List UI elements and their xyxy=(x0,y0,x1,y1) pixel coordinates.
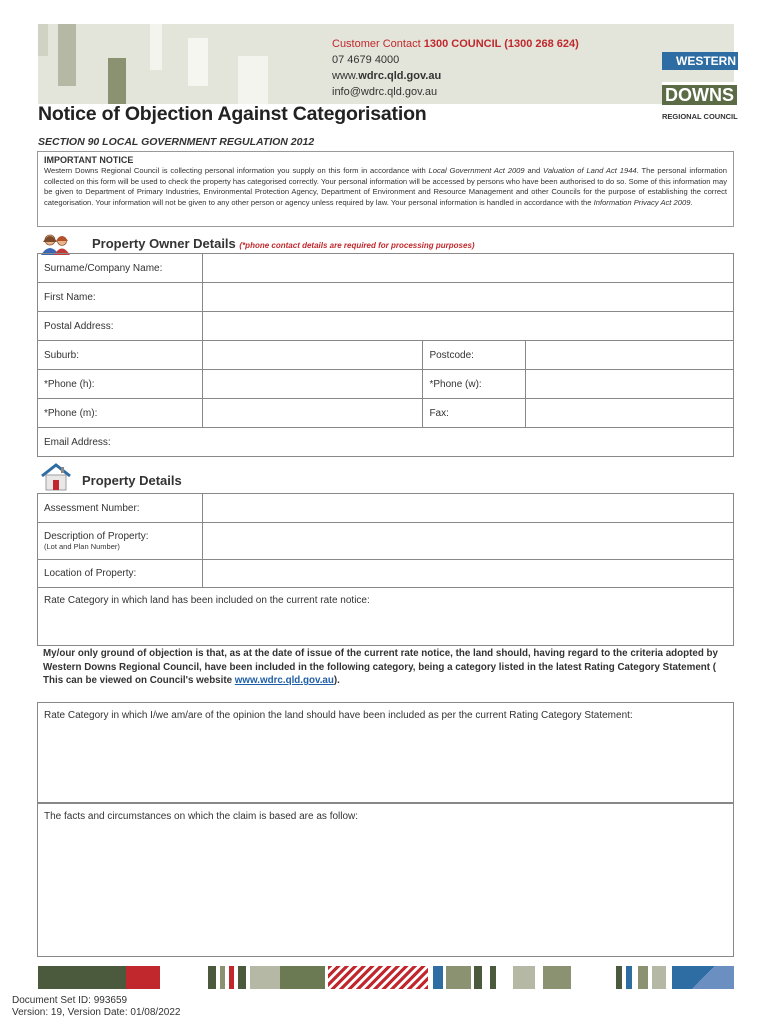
opinion-rate-category-box[interactable] xyxy=(37,702,734,803)
current-rate-category-box[interactable] xyxy=(37,587,734,646)
notice-text: . The personal information collected on this form will be used to check the property has categorised correctly. Your personal information will be accessed by persons who have been authorised to do so. Some of this information may be given to Department of Primary Industries, Environmental Protection Agency, Department of Environment and Resource Management and other Councils for the purpose of establishing the correct categorisation. Your information will not be given to any other person or agency unless required by law. Your personal information is handled in accordance with the xyxy=(44,166,727,207)
logo-downs: DOWNS xyxy=(662,85,737,105)
fax-label: Fax: xyxy=(423,399,526,428)
logo-western: WESTERN xyxy=(662,52,738,70)
footer-decor xyxy=(328,966,428,989)
footer-decor xyxy=(446,966,471,989)
footer-decor xyxy=(126,966,160,989)
postcode-field[interactable] xyxy=(526,341,734,370)
assessment-number-label: Assessment Number: xyxy=(38,494,203,523)
council-website-link[interactable]: www.wdrc.qld.gov.au xyxy=(234,675,334,686)
description-label-cell xyxy=(38,523,203,560)
notice-act: Valuation of Land Act 1944 xyxy=(543,166,637,175)
important-notice xyxy=(37,151,734,227)
description-sublabel: (Lot and Plan Number) xyxy=(44,542,120,551)
first-name-label: First Name: xyxy=(38,283,203,312)
footer-decor xyxy=(250,966,280,989)
opinion-rate-category-label: Rate Category in which I/we am/are of the opinion the land should have been included as per the current Rating Category Statement: xyxy=(44,710,633,721)
current-rate-category-label: Rate Category in which land has been included on the current rate notice: xyxy=(44,595,370,606)
document-version: Version: 19, Version Date: 01/08/2022 xyxy=(12,1007,181,1018)
suburb-label: Suburb: xyxy=(38,341,203,370)
phone-mobile-label: *Phone (m): xyxy=(38,399,203,428)
footer-decor xyxy=(652,966,666,989)
web-prefix: www. xyxy=(332,70,359,82)
logo-regional: REGIONAL COUNCIL xyxy=(662,112,738,121)
footer-decor xyxy=(229,966,234,989)
surname-field[interactable] xyxy=(202,254,733,283)
ground-text-end: ). xyxy=(333,675,340,686)
footer-decor xyxy=(220,966,225,989)
footer-decor xyxy=(616,966,622,989)
location-field[interactable] xyxy=(202,560,733,588)
footer-decor xyxy=(38,966,126,989)
document-id-block xyxy=(12,995,180,1019)
notice-text: . xyxy=(690,197,693,207)
document-set-id: Document Set ID: 993659 xyxy=(12,995,128,1006)
phone-2: 07 4679 4000 xyxy=(332,54,400,66)
objection-ground-statement xyxy=(37,647,734,688)
notice-heading: IMPORTANT NOTICE xyxy=(44,155,134,165)
description-label: Description of Property: xyxy=(44,531,149,542)
footer-decor xyxy=(474,966,482,989)
header-decor xyxy=(150,24,162,70)
section-reference: SECTION 90 LOCAL GOVERNMENT REGULATION 2012 xyxy=(38,136,315,148)
facts-circumstances-label: The facts and circumstances on which the claim is based are as follow: xyxy=(44,811,359,822)
property-section-title: Property Details xyxy=(82,473,182,488)
property-details-table xyxy=(37,493,734,588)
header-decor xyxy=(58,24,76,86)
postal-address-label: Postal Address: xyxy=(38,312,203,341)
council-logo xyxy=(662,24,738,124)
owner-details-table xyxy=(37,253,734,457)
owner-title: Property Owner Details xyxy=(92,236,236,251)
footer-decor xyxy=(672,966,734,989)
surname-label: Surname/Company Name: xyxy=(38,254,203,283)
house-icon xyxy=(39,462,73,492)
ground-text: My/our only ground of objection is that, as at the date of issue of the current rate notice, the land should, having regard to the criteria adopted by Western Downs Regional Council, have been included in the following category, being a category listed in the latest Rating Category Statement ( This can be viewed on Council's website xyxy=(43,648,718,686)
web-domain: wdrc.qld.gov.au xyxy=(358,70,442,82)
notice-text: and xyxy=(524,166,544,175)
fax-field[interactable] xyxy=(526,399,734,428)
phone-mobile-field[interactable] xyxy=(202,399,423,428)
header-decor xyxy=(38,24,48,56)
header-decor xyxy=(188,38,208,86)
contact-info xyxy=(332,36,579,100)
assessment-number-field[interactable] xyxy=(202,494,733,523)
contact-label: Customer Contact xyxy=(332,38,421,50)
description-field[interactable] xyxy=(202,523,733,560)
phone-home-label: *Phone (h): xyxy=(38,370,203,399)
postcode-label: Postcode: xyxy=(423,341,526,370)
contact-phone: 1300 COUNCIL (1300 268 624) xyxy=(423,38,579,50)
logo-downs-wrap xyxy=(662,82,738,108)
email-address-label[interactable]: Email Address: xyxy=(38,428,734,457)
footer-decor xyxy=(626,966,632,989)
footer-decor xyxy=(433,966,443,989)
notice-act: Local Government Act 2009 xyxy=(428,166,525,175)
footer-decor-bar xyxy=(38,966,734,989)
notice-text: Western Downs Regional Council is collecting personal information you supply on this form in accordance with xyxy=(44,166,429,175)
header-decor xyxy=(108,58,126,104)
location-label: Location of Property: xyxy=(38,560,203,588)
postal-address-field[interactable] xyxy=(202,312,733,341)
footer-decor xyxy=(208,966,216,989)
suburb-field[interactable] xyxy=(202,341,423,370)
phone-work-field[interactable] xyxy=(526,370,734,399)
first-name-field[interactable] xyxy=(202,283,733,312)
footer-decor xyxy=(280,966,325,989)
footer-decor xyxy=(513,966,535,989)
footer-decor xyxy=(238,966,246,989)
footer-decor xyxy=(543,966,571,989)
contact-email: info@wdrc.qld.gov.au xyxy=(332,86,438,98)
header-decor xyxy=(238,56,268,104)
notice-body xyxy=(44,166,727,208)
facts-circumstances-box[interactable] xyxy=(37,803,734,957)
notice-act: Information Privacy Act 2009 xyxy=(593,197,691,207)
phone-work-label: *Phone (w): xyxy=(423,370,526,399)
footer-decor xyxy=(638,966,648,989)
phone-home-field[interactable] xyxy=(202,370,423,399)
phone-required-note: (*phone contact details are required for processing purposes) xyxy=(239,241,475,250)
page-title: Notice of Objection Against Categorisation xyxy=(38,103,427,125)
owner-section-title xyxy=(92,236,475,251)
footer-decor xyxy=(490,966,496,989)
